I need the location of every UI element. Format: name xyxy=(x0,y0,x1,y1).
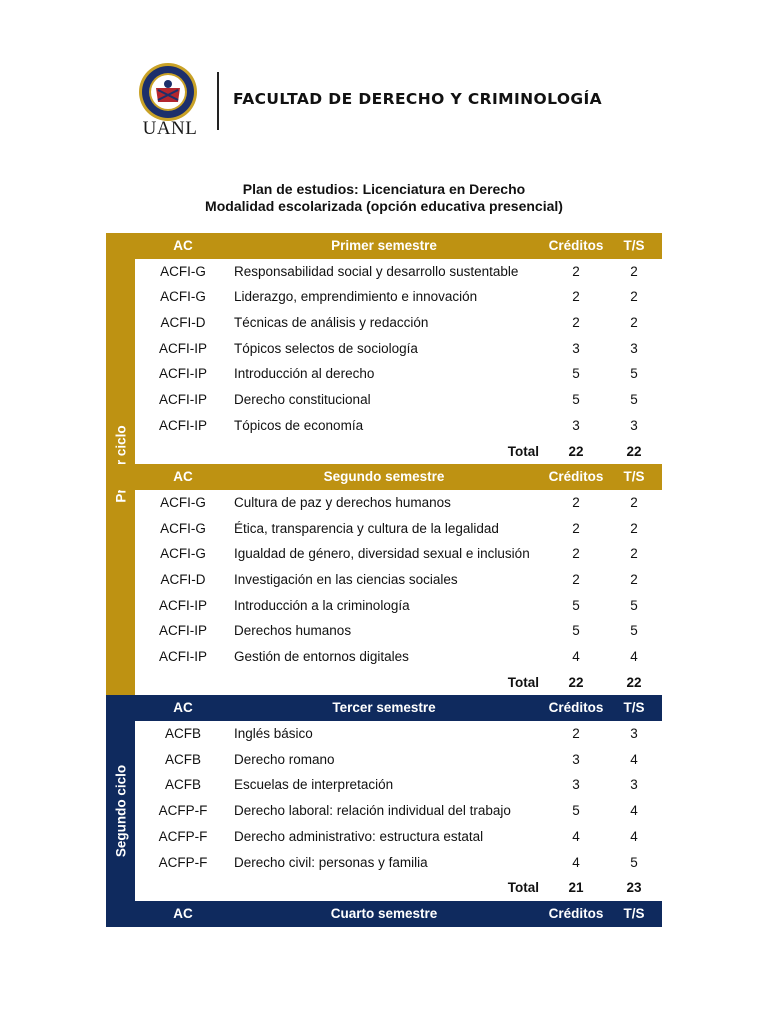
course-creditos: 2 xyxy=(572,726,580,742)
plan-title: Plan de estudios: Licenciatura en Derecho xyxy=(242,181,526,197)
course-ts: 2 xyxy=(630,494,638,510)
course-creditos: 4 xyxy=(572,649,580,664)
course-name: Investigación en las ciencias sociales xyxy=(234,571,458,587)
course-ac: ACFI-D xyxy=(160,571,206,587)
course-row xyxy=(106,413,662,439)
semester-header xyxy=(106,901,662,927)
course-creditos: 3 xyxy=(572,340,580,356)
total-label: Total xyxy=(507,443,539,459)
course-ac: ACFI-G xyxy=(160,546,206,562)
course-row xyxy=(106,387,662,413)
course-ts: 4 xyxy=(630,649,638,664)
course-ac: ACFB xyxy=(164,726,201,742)
course-ts: 5 xyxy=(630,854,638,870)
course-name: Tópicos selectos de sociología xyxy=(234,340,418,356)
course-name: Cultura de paz y derechos humanos xyxy=(234,494,451,510)
total-creditos: 22 xyxy=(568,674,584,690)
course-row xyxy=(106,824,662,850)
course-row xyxy=(106,772,662,798)
course-name: Tópicos de economía xyxy=(234,417,364,433)
course-name: Derecho administrativo: estructura estatal xyxy=(234,828,484,844)
total-label: Total xyxy=(507,674,539,690)
course-ac: ACFI-G xyxy=(160,520,206,536)
course-ts: 4 xyxy=(630,828,638,844)
faculty-title: FACULTAD DE DERECHO Y CRIMINOLOGÍA xyxy=(233,90,603,108)
ac-column-header: AC xyxy=(173,469,193,485)
course-creditos: 3 xyxy=(572,417,580,433)
semester-header xyxy=(106,233,662,259)
course-name: Responsabilidad social y desarrollo sustentable xyxy=(234,263,519,279)
course-creditos: 5 xyxy=(572,597,580,613)
semester-total-row xyxy=(106,670,662,696)
document-title xyxy=(0,181,768,215)
course-ac: ACFI-D xyxy=(160,315,206,331)
course-ac: ACFI-IP xyxy=(158,366,207,382)
course-ac: ACFP-F xyxy=(158,828,208,844)
course-ts: 5 xyxy=(630,366,638,382)
page-header xyxy=(0,0,768,160)
course-ac: ACFI-IP xyxy=(158,623,207,639)
creditos-column-header: Créditos xyxy=(548,905,604,921)
course-ts: 3 xyxy=(630,340,638,356)
semester-header xyxy=(106,464,662,490)
course-ts: 5 xyxy=(630,623,638,639)
course-row xyxy=(106,541,662,567)
course-ts: 2 xyxy=(630,546,638,562)
course-name: Gestión de entornos digitales xyxy=(234,649,409,664)
course-name: Liderazgo, emprendimiento e innovación xyxy=(234,289,478,305)
course-creditos: 4 xyxy=(572,828,580,844)
course-row xyxy=(106,361,662,387)
course-ts: 4 xyxy=(630,803,638,819)
total-ts: 22 xyxy=(626,674,642,690)
semester-header xyxy=(106,695,662,721)
course-creditos: 2 xyxy=(572,494,580,510)
course-creditos: 5 xyxy=(572,392,580,408)
course-creditos: 5 xyxy=(572,366,580,382)
course-ac: ACFB xyxy=(164,777,201,793)
study-plan-table xyxy=(106,233,662,927)
course-ac: ACFI-G xyxy=(160,289,206,305)
course-name: Escuelas de interpretación xyxy=(234,777,394,793)
header-divider xyxy=(217,72,219,130)
total-ts: 22 xyxy=(626,443,642,459)
ts-column-header: T/S xyxy=(623,905,645,921)
course-name: Derechos humanos xyxy=(234,623,352,639)
course-ac: ACFI-IP xyxy=(158,649,207,664)
course-ac: ACFI-IP xyxy=(158,597,207,613)
course-ts: 5 xyxy=(630,392,638,408)
course-row xyxy=(106,593,662,619)
course-name: Derecho civil: personas y familia xyxy=(234,854,428,870)
course-name: Derecho romano xyxy=(234,751,335,767)
course-creditos: 4 xyxy=(572,854,580,870)
course-ac: ACFP-F xyxy=(158,803,208,819)
course-ac: ACFB xyxy=(164,751,201,767)
course-row xyxy=(106,850,662,876)
course-name: Inglés básico xyxy=(234,726,313,742)
semester-total-row xyxy=(106,439,662,465)
ac-column-header: AC xyxy=(173,700,193,716)
course-creditos: 2 xyxy=(572,520,580,536)
ac-column-header: AC xyxy=(173,238,193,253)
course-creditos: 2 xyxy=(572,546,580,562)
course-creditos: 3 xyxy=(572,751,580,767)
course-row xyxy=(106,618,662,644)
uanl-logo-text: UANL xyxy=(142,118,198,139)
course-name: Igualdad de género, diversidad sexual e inclusión xyxy=(234,546,530,562)
course-row xyxy=(106,284,662,310)
course-creditos: 2 xyxy=(572,263,580,279)
course-ts: 2 xyxy=(630,289,638,305)
course-ts: 3 xyxy=(630,417,638,433)
course-row xyxy=(106,644,662,670)
semester-total-row xyxy=(106,875,662,901)
course-row xyxy=(106,798,662,824)
course-ac: ACFI-G xyxy=(160,263,206,279)
course-creditos: 2 xyxy=(572,571,580,587)
ts-column-header: T/S xyxy=(623,469,645,485)
semester-title: Segundo semestre xyxy=(323,469,445,485)
course-name: Introducción al derecho xyxy=(234,366,375,382)
course-name: Derecho laboral: relación individual del trabajo xyxy=(234,803,511,819)
course-creditos: 5 xyxy=(572,623,580,639)
total-creditos: 21 xyxy=(568,880,584,896)
course-name: Introducción a la criminología xyxy=(234,597,410,613)
course-ts: 2 xyxy=(630,520,638,536)
course-row xyxy=(106,259,662,285)
course-name: Ética, transparencia y cultura de la legalidad xyxy=(234,520,499,536)
course-name: Derecho constitucional xyxy=(234,392,371,408)
course-ts: 4 xyxy=(630,751,638,767)
segundo-ciclo-label: Segundo ciclo xyxy=(113,764,128,858)
course-ac: ACFP-F xyxy=(158,854,208,870)
total-creditos: 22 xyxy=(568,443,584,459)
creditos-column-header: Créditos xyxy=(548,700,604,716)
course-ts: 3 xyxy=(630,777,638,793)
course-ac: ACFI-IP xyxy=(158,417,207,433)
creditos-column-header: Créditos xyxy=(548,469,604,485)
course-row xyxy=(106,336,662,362)
course-name: Técnicas de análisis y redacción xyxy=(234,315,429,331)
course-ac: ACFI-G xyxy=(160,494,206,510)
ac-column-header: AC xyxy=(173,905,193,921)
course-row xyxy=(106,516,662,542)
total-ts: 23 xyxy=(626,880,642,896)
ts-column-header: T/S xyxy=(623,700,645,716)
semester-title: Tercer semestre xyxy=(332,700,436,716)
course-creditos: 3 xyxy=(572,777,580,793)
course-row xyxy=(106,721,662,747)
semester-title: Primer semestre xyxy=(331,238,437,253)
semester-title: Cuarto semestre xyxy=(330,905,438,921)
modality-title: Modalidad escolarizada (opción educativa presencial) xyxy=(205,198,563,214)
creditos-column-header: Créditos xyxy=(548,238,604,253)
course-ts: 2 xyxy=(630,315,638,331)
uanl-seal-logo xyxy=(138,62,198,122)
course-creditos: 2 xyxy=(572,289,580,305)
course-row xyxy=(106,567,662,593)
course-row xyxy=(106,747,662,773)
course-creditos: 2 xyxy=(572,315,580,331)
course-row xyxy=(106,490,662,516)
total-label: Total xyxy=(507,880,539,896)
course-creditos: 5 xyxy=(572,803,580,819)
course-ts: 3 xyxy=(630,726,638,742)
ts-column-header: T/S xyxy=(623,238,645,253)
course-ac: ACFI-IP xyxy=(158,392,207,408)
course-ac: ACFI-IP xyxy=(158,340,207,356)
course-ts: 5 xyxy=(630,597,638,613)
course-ts: 2 xyxy=(630,571,638,587)
course-row xyxy=(106,310,662,336)
course-ts: 2 xyxy=(630,263,638,279)
